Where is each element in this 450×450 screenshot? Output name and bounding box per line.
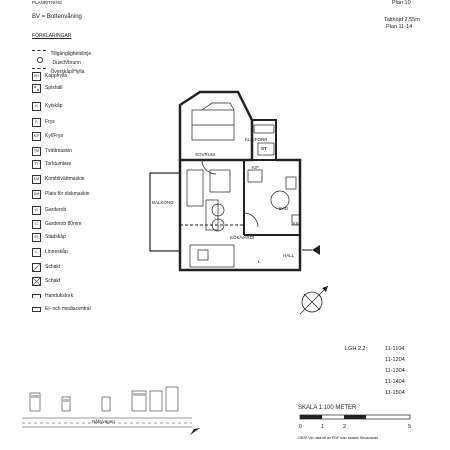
- room-balkong: BALKONG: [152, 200, 174, 205]
- room-km: KM: [293, 221, 300, 226]
- legend-item: TM Tvättmaskin: [33, 148, 72, 154]
- legend-item: Schakt: [32, 276, 60, 286]
- north-arrow-icon: [190, 428, 200, 435]
- legend-item: KH Kapphylla: [32, 71, 67, 81]
- towel-rail-icon: [32, 294, 41, 298]
- legend-item: Handukstork: [32, 291, 73, 301]
- legend-item: F Frys: [32, 117, 55, 127]
- legend-item: L Linneskåp: [32, 247, 68, 257]
- site-plan: [22, 383, 202, 443]
- legend-item: Schakt: [32, 262, 60, 272]
- legend-item: El- och mediacentral: [32, 304, 91, 314]
- room-bad: BAD: [279, 206, 289, 211]
- shaft-icon: [32, 263, 41, 272]
- compass-icon: [296, 282, 332, 318]
- room-l: L: [258, 259, 261, 264]
- legend-line-access: Tillgänglighetslinje: [32, 42, 91, 60]
- scale-note: OBS! Vid utskrift av PDF kan skalan förvanskas: [298, 436, 379, 440]
- stove-icon: [32, 84, 41, 93]
- legend-item: Spishäll: [32, 83, 63, 93]
- plans-label: Plan 11-14: [386, 24, 413, 30]
- unit-number: 11-1104: [385, 346, 405, 352]
- scale-bar: [298, 413, 414, 427]
- legend-item: K Kylskåp: [32, 101, 63, 111]
- scale-title: SKALA 1:100 METER: [298, 405, 357, 411]
- shaft-icon: [32, 277, 41, 286]
- unit-number: 11-1504: [385, 390, 405, 396]
- unit-number: 11-1304: [385, 368, 405, 374]
- floor-plan: [140, 85, 340, 285]
- legend-item: G Garderob: [32, 205, 66, 215]
- entry-arrow-icon: [312, 245, 320, 255]
- legend-item: KM Kombitvättmaskin: [33, 176, 85, 182]
- scale-tick: 5: [408, 424, 412, 430]
- media-central-icon: [32, 307, 41, 312]
- unit-number: 11-1404: [385, 379, 405, 385]
- room-sovrum: SOVRUM: [195, 152, 215, 157]
- scale-tick: 0: [299, 424, 303, 430]
- floor-label: BV = Bottenvåning: [32, 14, 82, 20]
- street-label: Råbyvägen: [92, 419, 115, 424]
- legend-item: ST Städskåp: [32, 232, 66, 242]
- legend-item: TT Torktumlare: [32, 159, 71, 169]
- room-kf: K/F: [252, 165, 260, 170]
- room-kok-vard: KÖK/VARDI: [230, 235, 255, 240]
- scale-tick: 2: [343, 424, 347, 430]
- legend-item: K/F Kyl/Frys: [33, 133, 64, 139]
- legend-item: DM Plats för diskmaskin: [33, 191, 90, 197]
- scale-tick: 1: [321, 424, 325, 430]
- ceiling-label: Takhöjd 2,55m: [384, 17, 420, 23]
- legend-item: G Garderob 80mm: [32, 219, 81, 229]
- unit-label: LGH 2.2:: [345, 346, 368, 352]
- legend-line-cabinet: Överskåp/Hylla: [32, 60, 84, 78]
- top-left-label: PLANRITNING: [32, 0, 63, 5]
- room-klk: KLK/FÖRR: [245, 137, 268, 142]
- legend-title: FÖRKLARINGAR: [32, 33, 72, 39]
- room-st: ST: [261, 146, 267, 151]
- legend-line-shower: Dusch/brunn: [32, 51, 81, 69]
- plan-label: Plan 10: [392, 0, 411, 6]
- unit-number: 11-1204: [385, 357, 405, 363]
- room-hall: HALL: [283, 253, 295, 258]
